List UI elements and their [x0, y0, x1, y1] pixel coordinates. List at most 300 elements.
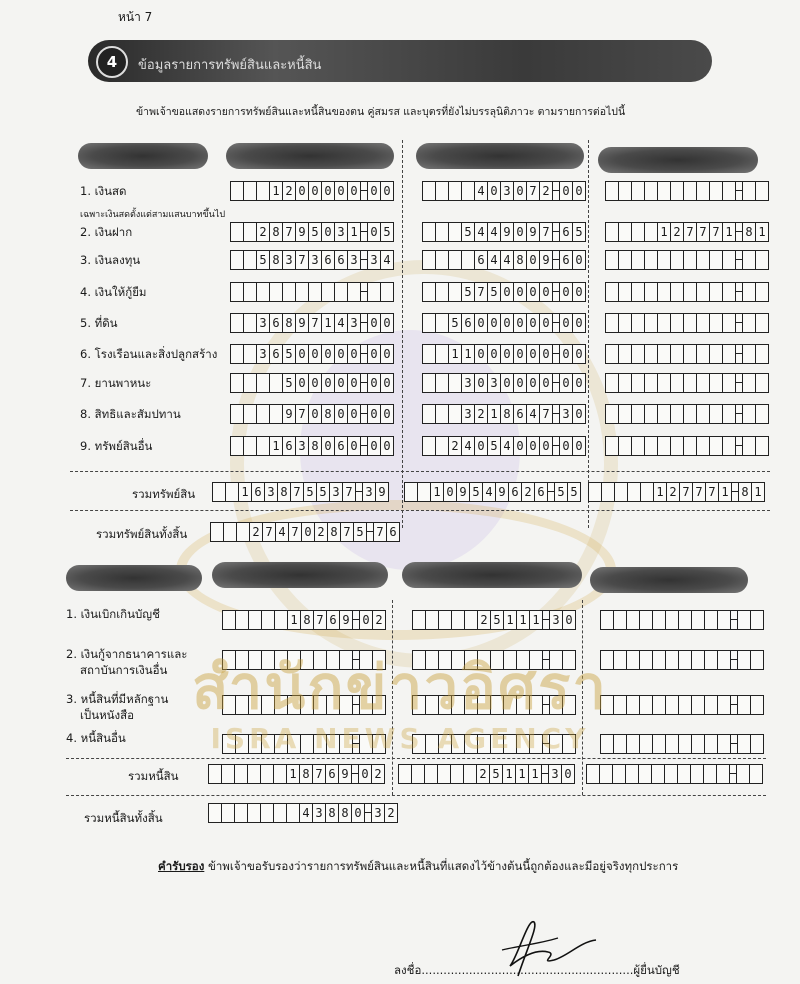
- asset-value-field: [422, 282, 586, 302]
- asset-value-field: [605, 222, 769, 242]
- digit-cell: 6: [270, 345, 283, 363]
- asset-value-field: [422, 373, 586, 393]
- digit-cell: [619, 314, 632, 332]
- digit-cell: [641, 483, 654, 501]
- digit-cell: 0: [348, 405, 361, 423]
- digit-cell: 1: [488, 405, 501, 423]
- digit-cell: [723, 251, 736, 269]
- digit-cell: [619, 374, 632, 392]
- digit-cell: [697, 251, 710, 269]
- digit-cell: [462, 182, 475, 200]
- digit-cell: 0: [560, 314, 573, 332]
- liability-row-label: 4. หนี้สินอื่น: [66, 731, 126, 745]
- digit-cell: 9: [378, 485, 386, 499]
- digit-cell: [439, 611, 452, 629]
- digit-cell: 7: [309, 314, 322, 332]
- digit-cell: 2: [449, 437, 462, 455]
- digit-cell: 5: [488, 283, 501, 301]
- digit-cell: 0: [475, 374, 488, 392]
- digit-cell: 0: [383, 347, 391, 361]
- digit-cell: [309, 283, 322, 301]
- digit-cell: [425, 765, 438, 783]
- digit-cell: [270, 374, 283, 392]
- digit-cell: 1: [270, 182, 283, 200]
- digit-cell: 4: [462, 437, 475, 455]
- digit-cell: 1: [719, 483, 732, 501]
- decimal-separator: [736, 345, 743, 363]
- digit-cell: 9: [296, 314, 309, 332]
- certify-text: ข้าพเจ้าขอรับรองว่ารายการทรัพย์สินและหนี้สินที่แสดงไว้ข้างต้นนี้ถูกต้องและมีอยู่จริงทุกประการ: [207, 859, 679, 873]
- digit-cell: 5: [570, 485, 578, 499]
- assets-grand-total-label: รวมทรัพย์สินทั้งสิ้น: [96, 527, 188, 541]
- liabilities-total-field: [398, 764, 575, 784]
- digit-cell: 1: [658, 223, 671, 241]
- decimal-separator: [542, 765, 549, 783]
- digit-cell: 6: [389, 525, 397, 539]
- digit-cell: [213, 483, 226, 501]
- digit-cell: [615, 483, 628, 501]
- digit-cell: [423, 345, 436, 363]
- digit-cell: 7: [697, 223, 710, 241]
- digit-cell: [723, 374, 736, 392]
- digit-cell: [692, 735, 705, 753]
- digit-cell: [723, 283, 736, 301]
- digit-cell: [645, 223, 658, 241]
- digit-cell: [436, 374, 449, 392]
- asset-value-field: [422, 404, 586, 424]
- digit-cell: 0: [514, 374, 527, 392]
- digit-cell: [743, 251, 756, 269]
- digit-cell: 3: [550, 611, 563, 629]
- digit-cell: [658, 405, 671, 423]
- digit-cell: [723, 314, 736, 332]
- asset-row-label: 6. โรงเรือนและสิ่งปลูกสร้าง: [80, 347, 218, 361]
- digit-cell: 1: [723, 223, 736, 241]
- digit-cell: [222, 765, 235, 783]
- digit-cell: [671, 345, 684, 363]
- digit-cell: [613, 765, 626, 783]
- digit-cell: [231, 182, 244, 200]
- digit-cell: 5: [470, 483, 483, 501]
- digit-cell: [399, 765, 412, 783]
- digit-cell: [248, 765, 261, 783]
- asset-header-item: [78, 143, 208, 169]
- digit-cell: 3: [330, 483, 343, 501]
- digit-cell: [692, 696, 705, 714]
- digit-cell: [666, 651, 679, 669]
- digit-cell: [679, 735, 692, 753]
- digit-cell: 8: [743, 223, 756, 241]
- decimal-separator: [736, 283, 743, 301]
- digit-cell: 7: [540, 405, 553, 423]
- digit-cell: 5: [491, 611, 504, 629]
- asset-value-field: [230, 313, 394, 333]
- asset-value-field: [230, 404, 394, 424]
- digit-cell: 2: [315, 523, 328, 541]
- digit-cell: 8: [326, 804, 339, 822]
- digit-cell: 2: [475, 405, 488, 423]
- decimal-separator: [553, 437, 560, 455]
- digit-cell: [244, 182, 257, 200]
- digit-cell: 2: [283, 182, 296, 200]
- digit-cell: [697, 314, 710, 332]
- digit-cell: [619, 345, 632, 363]
- asset-value-field: [605, 344, 769, 364]
- digit-cell: 0: [368, 314, 381, 332]
- digit-cell: 2: [671, 223, 684, 241]
- digit-cell: [449, 283, 462, 301]
- digit-cell: 4: [475, 182, 488, 200]
- decimal-separator: [361, 314, 368, 332]
- digit-cell: [645, 374, 658, 392]
- decimal-separator: [361, 345, 368, 363]
- digit-cell: [244, 223, 257, 241]
- digit-cell: 1: [516, 765, 529, 783]
- digit-cell: 1: [287, 765, 300, 783]
- digit-cell: 0: [575, 407, 583, 421]
- digit-cell: 6: [335, 251, 348, 269]
- digit-cell: [619, 283, 632, 301]
- decimal-separator: [553, 251, 560, 269]
- digit-cell: [231, 345, 244, 363]
- digit-cell: 7: [693, 483, 706, 501]
- digit-cell: 5: [309, 223, 322, 241]
- digit-cell: [589, 483, 602, 501]
- digit-cell: 8: [322, 405, 335, 423]
- digit-cell: [658, 314, 671, 332]
- digit-cell: [438, 765, 451, 783]
- digit-cell: 0: [368, 223, 381, 241]
- digit-cell: [679, 696, 692, 714]
- digit-cell: [209, 804, 222, 822]
- decimal-separator: [731, 696, 738, 714]
- digit-cell: [751, 735, 763, 753]
- digit-cell: 0: [475, 314, 488, 332]
- decimal-separator: [361, 283, 368, 301]
- digit-cell: [666, 696, 679, 714]
- digit-cell: 3: [257, 314, 270, 332]
- digit-cell: [436, 182, 449, 200]
- digit-cell: 0: [575, 347, 583, 361]
- digit-cell: [756, 283, 768, 301]
- digit-cell: [691, 765, 704, 783]
- column-divider: [402, 140, 403, 528]
- asset-value-field: [230, 344, 394, 364]
- decimal-separator: [736, 223, 743, 241]
- digit-cell: [738, 696, 751, 714]
- digit-cell: [449, 405, 462, 423]
- asset-value-field: [422, 344, 586, 364]
- digit-cell: 0: [296, 182, 309, 200]
- digit-cell: [257, 283, 270, 301]
- digit-cell: 5: [317, 483, 330, 501]
- asset-value-field: [605, 436, 769, 456]
- decimal-separator: [736, 182, 743, 200]
- digit-cell: [717, 765, 730, 783]
- digit-cell: [723, 345, 736, 363]
- digit-cell: 7: [684, 223, 697, 241]
- digit-cell: 0: [575, 253, 583, 267]
- digit-cell: 4: [527, 405, 540, 423]
- digit-cell: [606, 405, 619, 423]
- digit-cell: [449, 223, 462, 241]
- digit-cell: [710, 283, 723, 301]
- digit-cell: 0: [359, 765, 372, 783]
- digit-cell: 0: [488, 314, 501, 332]
- digit-cell: [244, 345, 257, 363]
- digit-cell: [723, 437, 736, 455]
- decimal-separator: [553, 405, 560, 423]
- digit-cell: [436, 223, 449, 241]
- digit-cell: 2: [257, 223, 270, 241]
- digit-cell: 6: [252, 483, 265, 501]
- digit-cell: 0: [296, 374, 309, 392]
- digit-cell: 5: [383, 225, 391, 239]
- digit-cell: 8: [278, 483, 291, 501]
- divider: [66, 795, 766, 796]
- digit-cell: [436, 251, 449, 269]
- asset-row-label: 2. เงินฝาก: [80, 225, 133, 239]
- digit-cell: [231, 374, 244, 392]
- digit-cell: [645, 182, 658, 200]
- digit-cell: 1: [758, 225, 766, 239]
- digit-cell: [283, 283, 296, 301]
- digit-cell: [244, 437, 257, 455]
- decimal-separator: [361, 437, 368, 455]
- digit-cell: [679, 651, 692, 669]
- digit-cell: [619, 182, 632, 200]
- digit-cell: 9: [296, 223, 309, 241]
- digit-cell: 4: [501, 251, 514, 269]
- digit-cell: 6: [327, 611, 340, 629]
- liability-value-field: [600, 610, 764, 630]
- liabilities-grand-total-label: รวมหนี้สินทั้งสิ้น: [84, 811, 163, 825]
- assets-total-field: [588, 482, 765, 502]
- certification: [158, 858, 678, 876]
- digit-cell: 0: [527, 437, 540, 455]
- digit-cell: [381, 283, 393, 301]
- digit-cell: [705, 611, 718, 629]
- digit-cell: 0: [501, 314, 514, 332]
- digit-cell: 8: [514, 251, 527, 269]
- digit-cell: [743, 182, 756, 200]
- digit-cell: [274, 765, 287, 783]
- digit-cell: 0: [444, 483, 457, 501]
- liability-header-item: [66, 565, 202, 591]
- digit-cell: [614, 611, 627, 629]
- digit-cell: 5: [462, 223, 475, 241]
- digit-cell: 1: [462, 345, 475, 363]
- digit-cell: 9: [527, 223, 540, 241]
- digit-cell: 4: [488, 223, 501, 241]
- digit-cell: 0: [322, 223, 335, 241]
- digit-cell: [723, 182, 736, 200]
- digit-cell: [226, 483, 239, 501]
- digit-cell: 0: [527, 314, 540, 332]
- digit-cell: 9: [283, 405, 296, 423]
- digit-cell: 0: [560, 374, 573, 392]
- digit-cell: [449, 182, 462, 200]
- digit-cell: [412, 765, 425, 783]
- digit-cell: [684, 345, 697, 363]
- decimal-separator: [352, 765, 359, 783]
- digit-cell: [697, 182, 710, 200]
- digit-cell: 3: [257, 345, 270, 363]
- digit-cell: 1: [754, 485, 762, 499]
- digit-cell: 0: [348, 437, 361, 455]
- digit-cell: 0: [352, 804, 365, 822]
- digit-cell: [249, 611, 262, 629]
- digit-cell: [645, 251, 658, 269]
- digit-cell: 0: [348, 182, 361, 200]
- digit-cell: [606, 374, 619, 392]
- digit-cell: [619, 223, 632, 241]
- asset-row-label: 3. เงินลงทุน: [80, 253, 141, 267]
- digit-cell: 0: [575, 184, 583, 198]
- asset-row-label: 4. เงินให้กู้ยืม: [80, 285, 147, 299]
- digit-cell: [684, 437, 697, 455]
- digit-cell: [587, 765, 600, 783]
- digit-cell: 8: [339, 804, 352, 822]
- digit-cell: [628, 483, 641, 501]
- digit-cell: [743, 437, 756, 455]
- decimal-separator: [365, 804, 372, 822]
- digit-cell: 0: [296, 345, 309, 363]
- digit-cell: [653, 611, 666, 629]
- digit-cell: 0: [335, 345, 348, 363]
- digit-cell: 0: [322, 374, 335, 392]
- digit-cell: 3: [283, 251, 296, 269]
- digit-cell: 6: [462, 314, 475, 332]
- digit-cell: [697, 345, 710, 363]
- digit-cell: [756, 405, 768, 423]
- digit-cell: 3: [363, 483, 376, 501]
- digit-cell: 7: [313, 765, 326, 783]
- digit-cell: [658, 374, 671, 392]
- decimal-separator: [548, 483, 555, 501]
- digit-cell: [211, 523, 224, 541]
- digit-cell: [601, 611, 614, 629]
- digit-cell: [632, 223, 645, 241]
- digit-cell: [209, 765, 222, 783]
- digit-cell: 0: [560, 437, 573, 455]
- digit-cell: 0: [368, 437, 381, 455]
- liability-row-label-line2: สถาบันการเงินอื่น: [80, 663, 168, 677]
- digit-cell: 0: [527, 374, 540, 392]
- decimal-separator: [361, 405, 368, 423]
- digit-cell: [658, 182, 671, 200]
- digit-cell: 0: [309, 374, 322, 392]
- digit-cell: 3: [348, 314, 361, 332]
- decimal-separator: [731, 611, 738, 629]
- digit-cell: [296, 283, 309, 301]
- decimal-separator: [730, 765, 737, 783]
- digit-cell: 4: [501, 437, 514, 455]
- digit-cell: 8: [270, 223, 283, 241]
- digit-cell: [627, 611, 640, 629]
- divider: [70, 471, 770, 472]
- digit-cell: 6: [535, 483, 548, 501]
- digit-cell: [743, 374, 756, 392]
- digit-cell: 0: [309, 405, 322, 423]
- digit-cell: [697, 374, 710, 392]
- digit-cell: 9: [496, 483, 509, 501]
- digit-cell: [671, 314, 684, 332]
- liability-row-label: 1. เงินเบิกเกินบัญชี: [66, 607, 160, 621]
- digit-cell: 0: [540, 345, 553, 363]
- digit-cell: 6: [475, 251, 488, 269]
- digit-cell: [704, 765, 717, 783]
- digit-cell: [423, 283, 436, 301]
- digit-cell: [743, 283, 756, 301]
- digit-cell: [645, 314, 658, 332]
- digit-cell: 9: [540, 251, 553, 269]
- digit-cell: 1: [517, 611, 530, 629]
- digit-cell: 7: [341, 523, 354, 541]
- digit-cell: 0: [383, 407, 391, 421]
- digit-cell: 0: [540, 374, 553, 392]
- digit-cell: [718, 696, 731, 714]
- digit-cell: [464, 765, 477, 783]
- digit-cell: [710, 345, 723, 363]
- digit-cell: [223, 611, 236, 629]
- digit-cell: 7: [291, 483, 304, 501]
- digit-cell: [756, 182, 768, 200]
- digit-cell: [426, 611, 439, 629]
- digit-cell: 0: [514, 314, 527, 332]
- digit-cell: [222, 804, 235, 822]
- digit-cell: [652, 765, 665, 783]
- asset-value-field: [605, 181, 769, 201]
- digit-cell: 5: [449, 314, 462, 332]
- digit-cell: [274, 804, 287, 822]
- liabilities-total-field: [586, 764, 763, 784]
- decimal-separator: [361, 374, 368, 392]
- digit-cell: 8: [283, 314, 296, 332]
- digit-cell: [606, 251, 619, 269]
- digit-cell: 0: [501, 283, 514, 301]
- digit-cell: 0: [514, 283, 527, 301]
- digit-cell: [632, 374, 645, 392]
- digit-cell: [645, 283, 658, 301]
- digit-cell: 4: [276, 523, 289, 541]
- digit-cell: [632, 345, 645, 363]
- decimal-separator: [353, 611, 360, 629]
- digit-cell: [257, 374, 270, 392]
- asset-value-field: [605, 373, 769, 393]
- decimal-separator: [367, 523, 374, 541]
- digit-cell: 3: [265, 483, 278, 501]
- asset-value-field: [230, 250, 394, 270]
- digit-cell: 0: [360, 611, 373, 629]
- digit-cell: [423, 182, 436, 200]
- digit-cell: [756, 374, 768, 392]
- digit-cell: 4: [488, 251, 501, 269]
- digit-cell: [606, 437, 619, 455]
- digit-cell: [423, 437, 436, 455]
- digit-cell: 1: [503, 765, 516, 783]
- digit-cell: 2: [477, 765, 490, 783]
- digit-cell: [684, 182, 697, 200]
- digit-cell: 0: [309, 182, 322, 200]
- asset-value-field: [230, 373, 394, 393]
- digit-cell: [257, 182, 270, 200]
- digit-cell: 3: [296, 437, 309, 455]
- digit-cell: 8: [309, 437, 322, 455]
- digit-cell: 0: [383, 376, 391, 390]
- digit-cell: [413, 611, 426, 629]
- liability-row-label: 3. หนี้สินที่มีหลักฐาน: [66, 692, 169, 706]
